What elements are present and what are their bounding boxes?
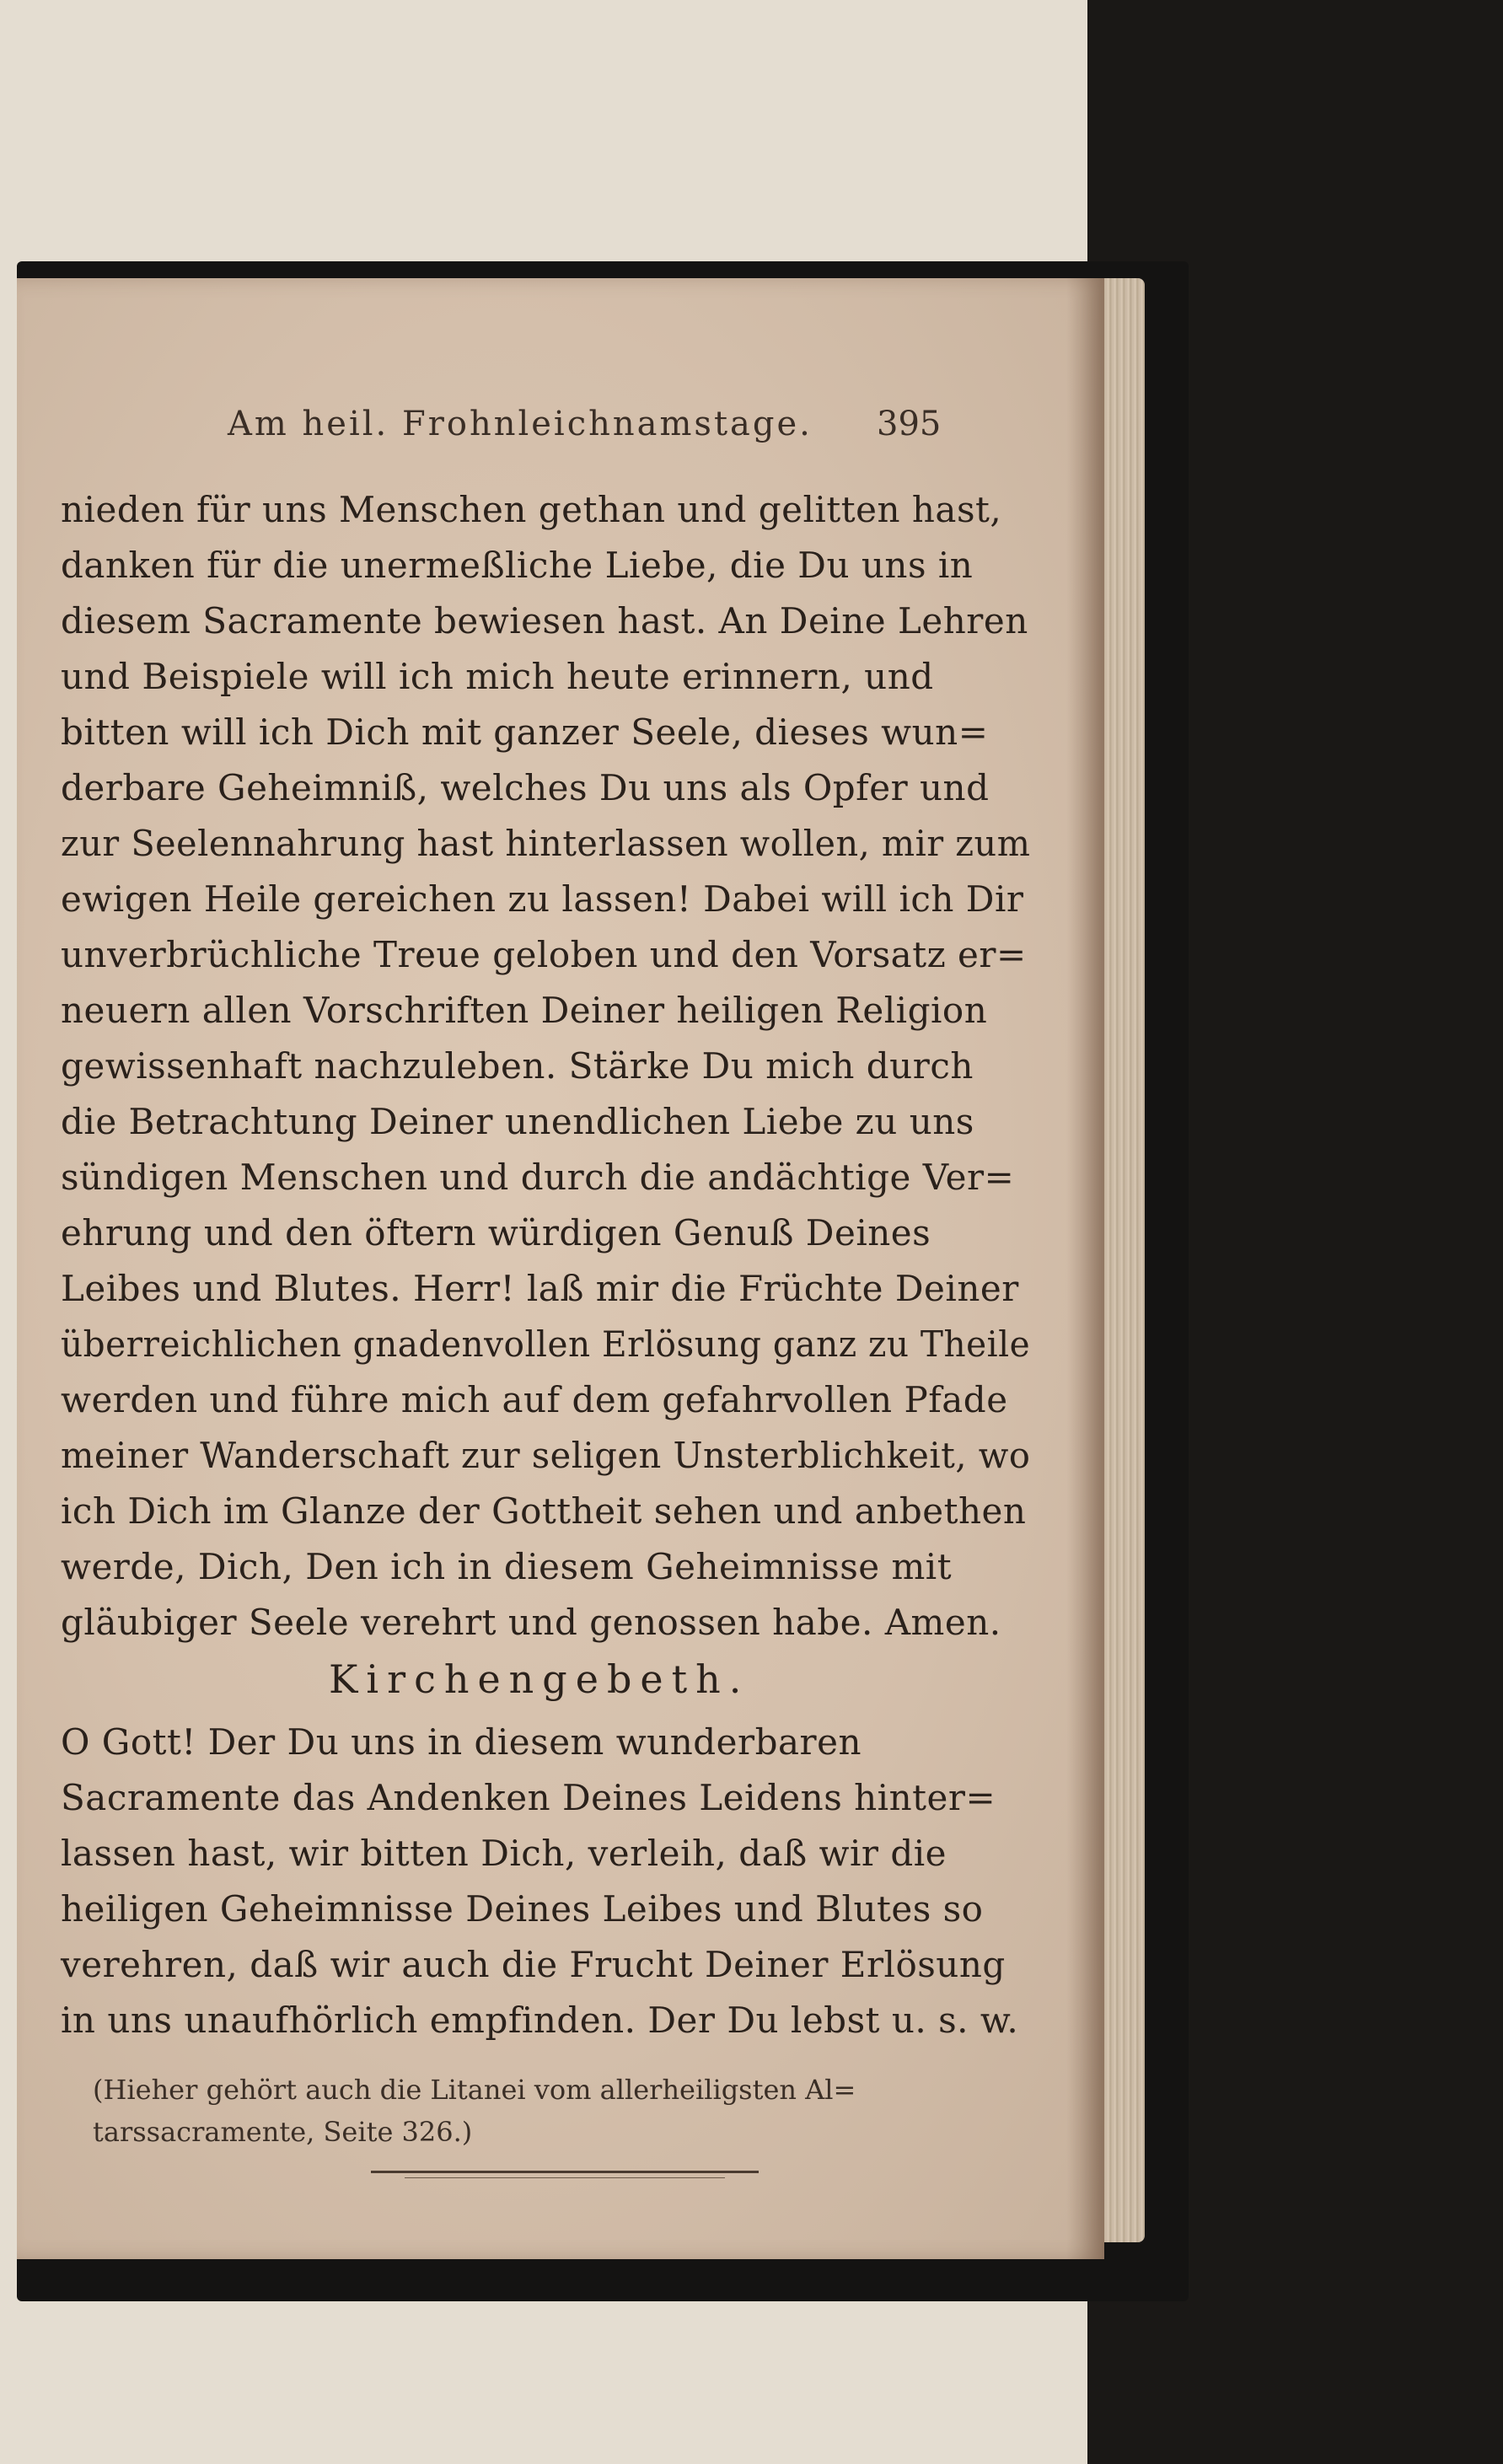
body-line: unverbrüchliche Treue geloben und den Vorsatz er= <box>61 934 1027 975</box>
body-line: werde, Dich, Den ich in diesem Geheimnisse mit <box>61 1546 953 1587</box>
body-line: bitten will ich Dich mit ganzer Seele, dieses wun= <box>61 711 989 753</box>
section-heading: Kirchengebeth. <box>329 1656 750 1702</box>
body-line: derbare Geheimniß, welches Du uns als Opfer und <box>61 767 990 808</box>
prayer-line: in uns unaufhörlich empfinden. Der Du lebst u. s. w. <box>61 2000 1019 2041</box>
body-line: ehrung und den öftern würdigen Genuß Deines <box>61 1212 931 1253</box>
body-line: neuern allen Vorschriften Deiner heiligen Religion <box>61 990 988 1031</box>
end-rule <box>371 2171 759 2173</box>
body-line: Leibes und Blutes. Herr! laß mir die Früchte Deiner <box>61 1268 1019 1309</box>
body-line: die Betrachtung Deiner unendlichen Liebe zu uns <box>61 1101 974 1142</box>
page-number: 395 <box>877 405 942 443</box>
footnote-line: (Hieher gehört auch die Litanei vom allerheiligsten Al= <box>93 2074 856 2106</box>
body-line: diesem Sacramente bewiesen hast. An Deine Lehren <box>61 600 1028 641</box>
page-fold-shadow <box>1066 278 1104 2259</box>
body-line: überreichlichen gnadenvollen Erlösung ganz zu Theile <box>61 1323 1031 1365</box>
body-line: meiner Wanderschaft zur seligen Unsterblichkeit, wo <box>61 1435 1031 1476</box>
body-line: nieden für uns Menschen gethan und gelitten hast, <box>61 489 1002 530</box>
body-line: und Beispiele will ich mich heute erinnern, und <box>61 656 934 697</box>
prayer-line: Sacramente das Andenken Deines Leidens hinter= <box>61 1777 996 1818</box>
body-line: sündigen Menschen und durch die andächtige Ver= <box>61 1157 1015 1198</box>
body-line: zur Seelennahrung hast hinterlassen wollen, mir zum <box>61 823 1031 864</box>
body-line: danken für die unermeßliche Liebe, die Du uns in <box>61 545 974 586</box>
prayer-line: lassen hast, wir bitten Dich, verleih, daß wir die <box>61 1833 947 1874</box>
body-line: werden und führe mich auf dem gefahrvollen Pfade <box>61 1379 1008 1420</box>
end-rule-thin <box>405 2177 725 2178</box>
prayer-line: verehren, daß wir auch die Frucht Deiner Erlösung <box>61 1944 1006 1985</box>
body-line: ewigen Heile gereichen zu lassen! Dabei will ich Dir <box>61 878 1024 920</box>
book-page <box>17 278 1104 2259</box>
running-header: Am heil. Frohnleichnamstage. <box>228 405 813 443</box>
body-line: gewissenhaft nachzuleben. Stärke Du mich durch <box>61 1045 974 1087</box>
body-line: ich Dich im Glanze der Gottheit sehen und anbethen <box>61 1490 1027 1532</box>
footnote-line: tarssacramente, Seite 326.) <box>93 2116 473 2148</box>
body-line: gläubiger Seele verehrt und genossen habe. Amen. <box>61 1602 1001 1643</box>
prayer-line: O Gott! Der Du uns in diesem wunderbaren <box>61 1721 862 1763</box>
prayer-line: heiligen Geheimnisse Deines Leibes und Blutes so <box>61 1888 984 1930</box>
